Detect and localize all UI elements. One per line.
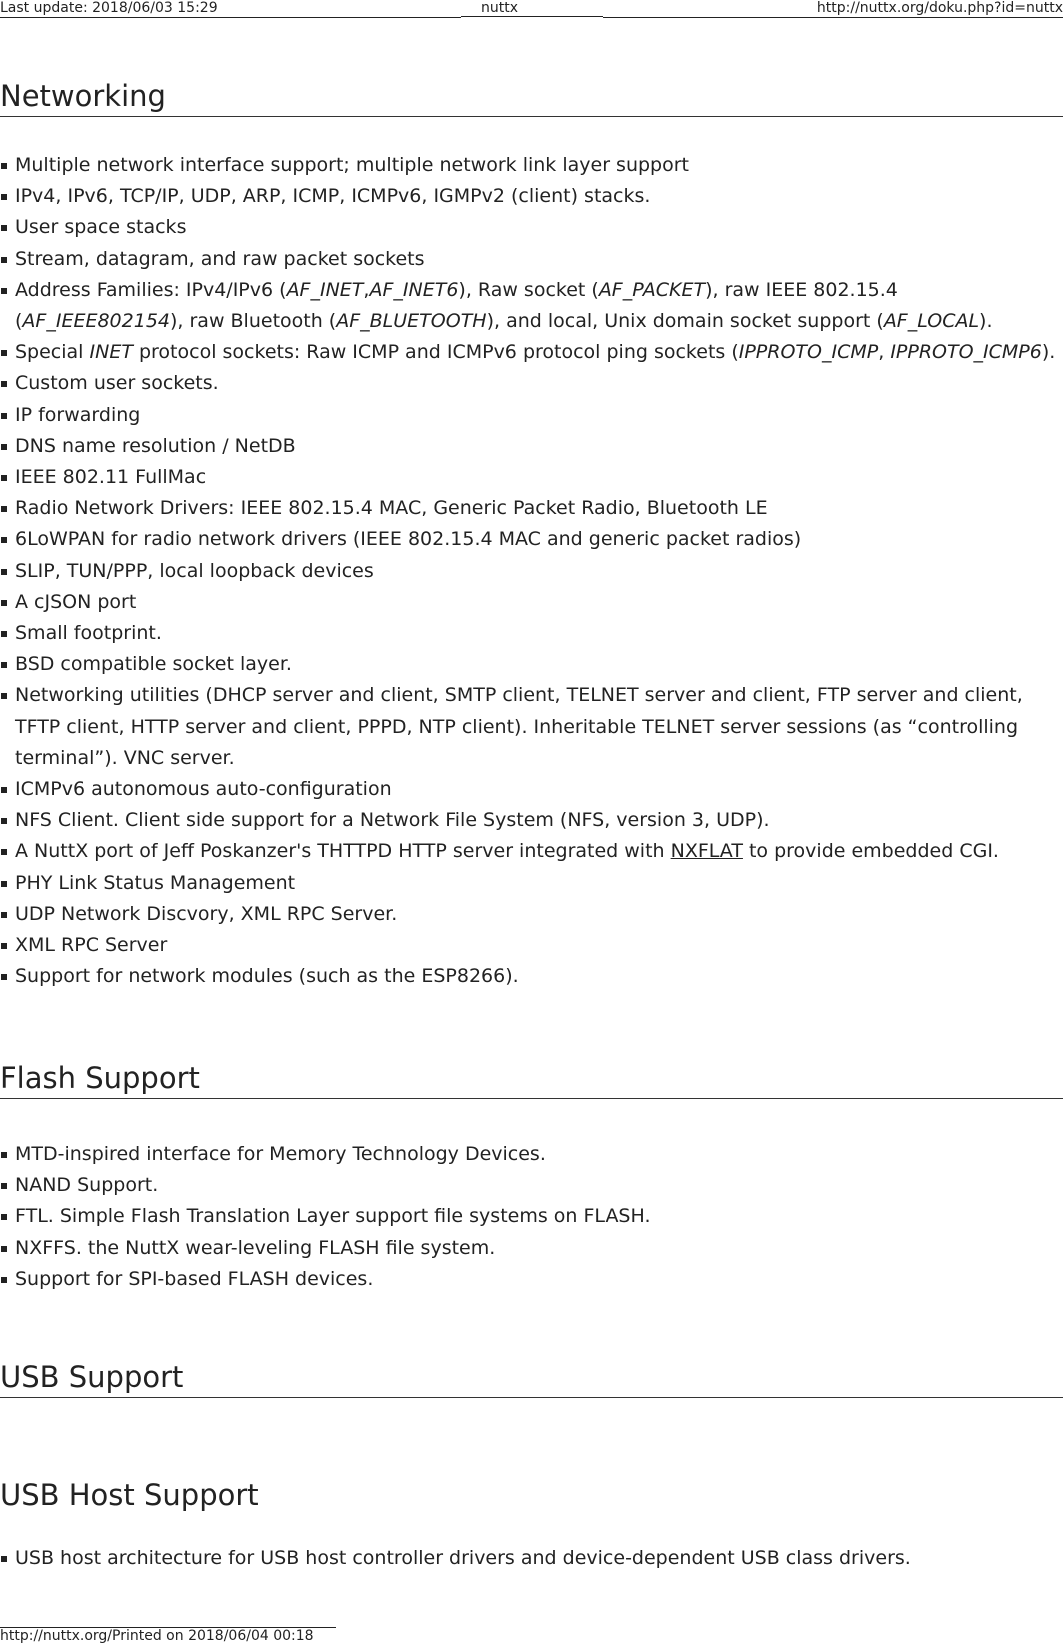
list-item: Special INET protocol sockets: Raw ICMP and ICMPv6 protocol ping sockets (IPPROTO_ICMP, IPPROTO_ICMP6).	[0, 337, 1063, 368]
list-item: DNS name resolution / NetDB	[0, 431, 1063, 462]
list-item: UDP Network Discvory, XML RPC Server.	[0, 899, 1063, 930]
page-url: http://nuttx.org/doku.php?id=nuttx	[603, 0, 1063, 18]
list-item: Small footprint.	[0, 618, 1063, 649]
usb-host-support-heading: USB Host Support	[0, 1478, 259, 1512]
list-item: Support for SPI-based FLASH devices.	[0, 1264, 1063, 1295]
flash-support-heading: Flash Support	[0, 1060, 1063, 1099]
list-item: Radio Network Drivers: IEEE 802.15.4 MAC, Generic Packet Radio, Bluetooth LE	[0, 493, 1063, 524]
list-item: User space stacks	[0, 212, 1063, 243]
list-item: NFS Client. Client side support for a Network File System (NFS, version 3, UDP).	[0, 805, 1063, 836]
networking-heading: Networking	[0, 78, 1063, 117]
list-item: FTL. Simple Flash Translation Layer support file systems on FLASH.	[0, 1201, 1063, 1232]
usb-host-list	[0, 1543, 1063, 1574]
list-item: IPv4, IPv6, TCP/IP, UDP, ARP, ICMP, ICMPv6, IGMPv2 (client) stacks.	[0, 181, 1063, 212]
page-header	[0, 0, 1063, 19]
list-item: 6LoWPAN for radio network drivers (IEEE 802.15.4 MAC and generic packet radios)	[0, 524, 1063, 555]
list-item: Support for network modules (such as the ESP8266).	[0, 961, 1063, 992]
flash-support-list	[0, 1139, 1063, 1295]
list-item: MTD-inspired interface for Memory Technology Devices.	[0, 1139, 1063, 1170]
list-item: Stream, datagram, and raw packet sockets	[0, 244, 1063, 275]
list-item: A cJSON port	[0, 587, 1063, 618]
list-item: USB host architecture for USB host controller drivers and device-dependent USB class drivers.	[0, 1543, 1063, 1574]
list-item: NAND Support.	[0, 1170, 1063, 1201]
nxflat-link[interactable]: NXFLAT	[670, 840, 743, 863]
list-item: XML RPC Server	[0, 930, 1063, 961]
list-item: Address Families: IPv4/IPv6 (AF_INET,AF_INET6), Raw socket (AF_PACKET), raw IEEE 802.15.4 (AF_IEEE802154), raw Bluetooth (AF_BLUETOOTH), and local, Unix domain socket support (AF_LOCAL).	[0, 275, 1063, 337]
list-item: ICMPv6 autonomous auto-configuration	[0, 774, 1063, 805]
list-item: IP forwarding	[0, 400, 1063, 431]
list-item: Multiple network interface support; multiple network link layer support	[0, 150, 1063, 181]
list-item: Custom user sockets.	[0, 368, 1063, 399]
networking-list	[0, 150, 1063, 992]
list-item: A NuttX port of Jeff Poskanzer's THTTPD HTTP server integrated with NXFLAT to provide embedded CGI.	[0, 836, 1063, 867]
last-update-text: Last update: 2018/06/03 15:29	[0, 0, 461, 18]
usb-support-heading: USB Support	[0, 1359, 1063, 1398]
list-item: SLIP, TUN/PPP, local loopback devices	[0, 556, 1063, 587]
list-item: PHY Link Status Management	[0, 868, 1063, 899]
list-item: Networking utilities (DHCP server and client, SMTP client, TELNET server and client, FTP server and client, TFTP client, HTTP server and client, PPPD, NTP client). Inheritable TELNET server sessions (as “controlling terminal”). VNC server.	[0, 680, 1063, 774]
page-footer: http://nuttx.org/Printed on 2018/06/04 00:18	[0, 1627, 336, 1645]
page-name: nuttx	[461, 0, 603, 17]
list-item: IEEE 802.11 FullMac	[0, 462, 1063, 493]
list-item: BSD compatible socket layer.	[0, 649, 1063, 680]
list-item: NXFFS. the NuttX wear-leveling FLASH file system.	[0, 1233, 1063, 1264]
